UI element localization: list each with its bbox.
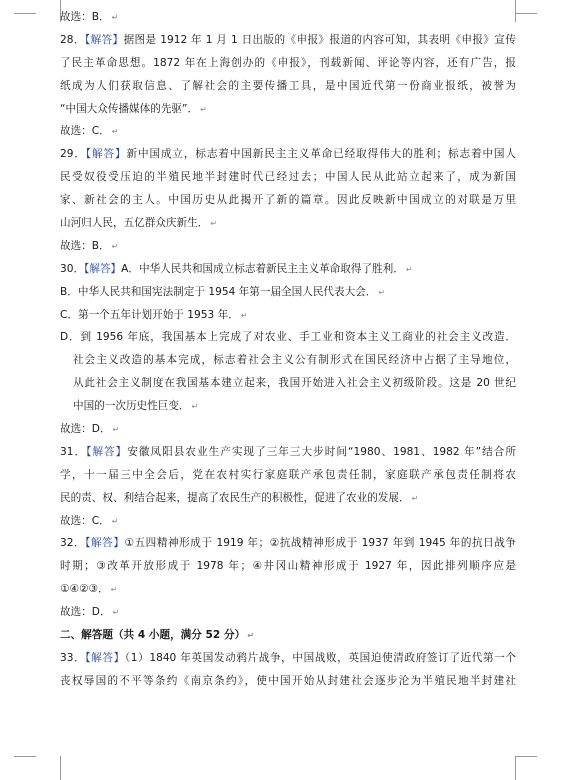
text-line <box>60 510 516 533</box>
paragraph-mark-icon: ↵ <box>405 264 413 274</box>
crop-mark-top-right <box>515 0 540 22</box>
line-text: 故选：D． <box>60 606 111 619</box>
question-number: 28． <box>60 33 85 46</box>
line-text: 社会主义改造的基本完成，标志着社会主义公有制形式在国民经济中占据了主导地位， <box>73 354 516 367</box>
answer-tag: 【解答】 <box>84 262 122 275</box>
crop-mark-bottom-right <box>515 756 540 780</box>
text-line <box>60 418 516 441</box>
answer-line-start <box>60 441 516 464</box>
line-text: 中国的一次历史性巨变． <box>73 400 190 413</box>
line-text: 安徽凤阳县农业生产实现了三年三大步时间“1980、1981、1982 年”结合所 <box>127 445 516 458</box>
line-text: 丧权辱国的不平等条约《南京条约》，使中国开始从封建社会逐步沦为半殖民地半封建社 <box>60 674 516 687</box>
paragraph-mark-icon: ↵ <box>191 402 199 412</box>
line-text: ①五四精神形成于 1919 年；②抗战精神形成于 1937 年到 1945 年的抗日战争 <box>124 537 516 550</box>
question-number: 29． <box>60 148 86 161</box>
line-text: ①④②③． <box>60 583 109 596</box>
crop-mark-top-left <box>36 0 61 22</box>
text-line <box>60 212 516 235</box>
question-number: 32． <box>60 537 86 550</box>
text-line <box>60 235 516 258</box>
line-text: 故选：B． <box>60 11 110 23</box>
answer-tag: 【解答】 <box>85 537 125 550</box>
text-line <box>60 326 516 349</box>
text-line <box>60 395 516 418</box>
text-line <box>60 120 516 143</box>
paragraph-mark-icon: ↵ <box>111 13 119 22</box>
paragraph-mark-icon: ↵ <box>110 585 118 595</box>
line-text: A．中华人民共和国成立标志着新民主主义革命取得了胜利． <box>121 262 404 275</box>
paragraph-mark-icon: ↵ <box>111 241 119 251</box>
section-heading <box>60 624 516 647</box>
paragraph-mark-icon: ↵ <box>200 104 207 114</box>
line-text: 了民主革命思想。1872 年在上海创办的《申报》，刊载新闻、评论等内容，还有广告，报 <box>60 56 516 69</box>
text-line <box>60 6 516 29</box>
line-text: 故选：C． <box>60 514 110 527</box>
text-line <box>60 372 516 395</box>
line-text: “中国大众传播媒体的先驱”． <box>60 102 199 115</box>
line-text: 纸成为人们获取信息、了解社会的主要传播工具，是中国近代第一份商业报纸，被誉为 <box>60 79 516 92</box>
answer-tag: 【解答】 <box>86 445 128 458</box>
answer-tag: 【解答】 <box>85 148 127 161</box>
text-line <box>60 281 516 304</box>
line-text: 新中国成立，标志着中国新民主主义革命已经取得伟大的胜利；标志着中国人 <box>126 148 516 161</box>
line-text: 山河归人民，五亿群众庆新生． <box>60 217 209 230</box>
text-line <box>60 52 516 75</box>
text-line <box>60 349 516 372</box>
text-line <box>60 578 516 601</box>
crop-mark-bottom-left-h <box>14 756 36 757</box>
paragraph-mark-icon: ↵ <box>111 516 119 526</box>
line-text: 故选：D． <box>60 423 111 436</box>
text-line <box>60 98 516 121</box>
paragraph-mark-icon: ↵ <box>112 608 120 618</box>
line-text: 民受奴役受压迫的半殖民地半封建时代已经过去；中国人民从此站立起来了，成为新国 <box>60 171 516 184</box>
line-text: 学，十一届三中全会后，党在农村实行家庭联产承包责任制，家庭联产承包责任制将农 <box>60 468 516 481</box>
paragraph-mark-icon: ↵ <box>112 425 120 435</box>
text-line <box>60 601 516 624</box>
paragraph-mark-icon: ↵ <box>111 127 119 137</box>
question-number: 30． <box>60 262 85 275</box>
text-line <box>60 555 516 578</box>
question-number: 31． <box>60 445 87 458</box>
crop-mark-top-right-h <box>515 13 537 14</box>
line-text: B．中华人民共和国宪法制定于 1954 年第一届全国人民代表大会． <box>60 285 377 298</box>
line-text: 故选：B． <box>60 239 110 252</box>
line-text: 从此社会主义制度在我国基本建立起来，我国开始进入社会主义初级阶段。这是 20 世纪 <box>73 377 516 390</box>
paragraph-mark-icon: ↵ <box>210 219 218 229</box>
crop-mark-bottom-right-h <box>515 756 537 757</box>
paragraph-mark-icon: ↵ <box>411 493 419 503</box>
line-text: 二、解答题（共 4 小题，满分 52 分） <box>60 629 246 642</box>
line-text: 家、新社会的主人。中国历史从此揭开了新的篇章。因此反映新中国成立的对联是万里 <box>60 194 516 207</box>
answer-tag: 【解答】 <box>84 33 124 46</box>
text-line <box>60 189 516 212</box>
line-text: 时期；③改革开放形成于 1978 年；④井冈山精神形成于 1927 年，因此排列顺序应是 <box>60 560 516 573</box>
line-text: D．到 1956 年底，我国基本上完成了对农业、手工业和资本主义工商业的社会主义改造． <box>60 331 516 344</box>
answer-line-start <box>60 29 516 52</box>
text-line <box>60 75 516 98</box>
crop-mark-top-left-h <box>14 13 36 14</box>
paragraph-mark-icon: ↵ <box>240 310 248 320</box>
answer-line-start <box>60 258 516 281</box>
paragraph-mark-icon: ↵ <box>378 287 386 297</box>
paragraph-mark-icon: ↵ <box>247 631 254 641</box>
line-text: （1）1840 年英国发动鸦片战争，中国战败，英国迫使清政府签订了近代第一个 <box>124 651 516 664</box>
line-text: 故选：C． <box>60 125 110 138</box>
line-text: 民的责、权、利结合起来，提高了农民生产的积极性，促进了农业的发展． <box>60 491 410 504</box>
answer-tag: 【解答】 <box>85 651 125 664</box>
answer-line-start <box>60 647 516 670</box>
document-body <box>60 6 516 693</box>
text-line <box>60 304 516 327</box>
answer-line-start <box>60 532 516 555</box>
crop-mark-bottom-left <box>36 756 61 780</box>
question-number: 33． <box>60 651 86 664</box>
answer-line-start <box>60 143 516 166</box>
line-text: C．第一个五年计划开始于 1953 年． <box>60 308 239 321</box>
text-line <box>60 670 516 693</box>
text-line <box>60 464 516 487</box>
text-line <box>60 487 516 510</box>
text-line <box>60 166 516 189</box>
line-text: 据图是 1912 年 1 月 1 日出版的《申报》报道的内容可知，其表明《申报》宣传 <box>123 33 516 46</box>
